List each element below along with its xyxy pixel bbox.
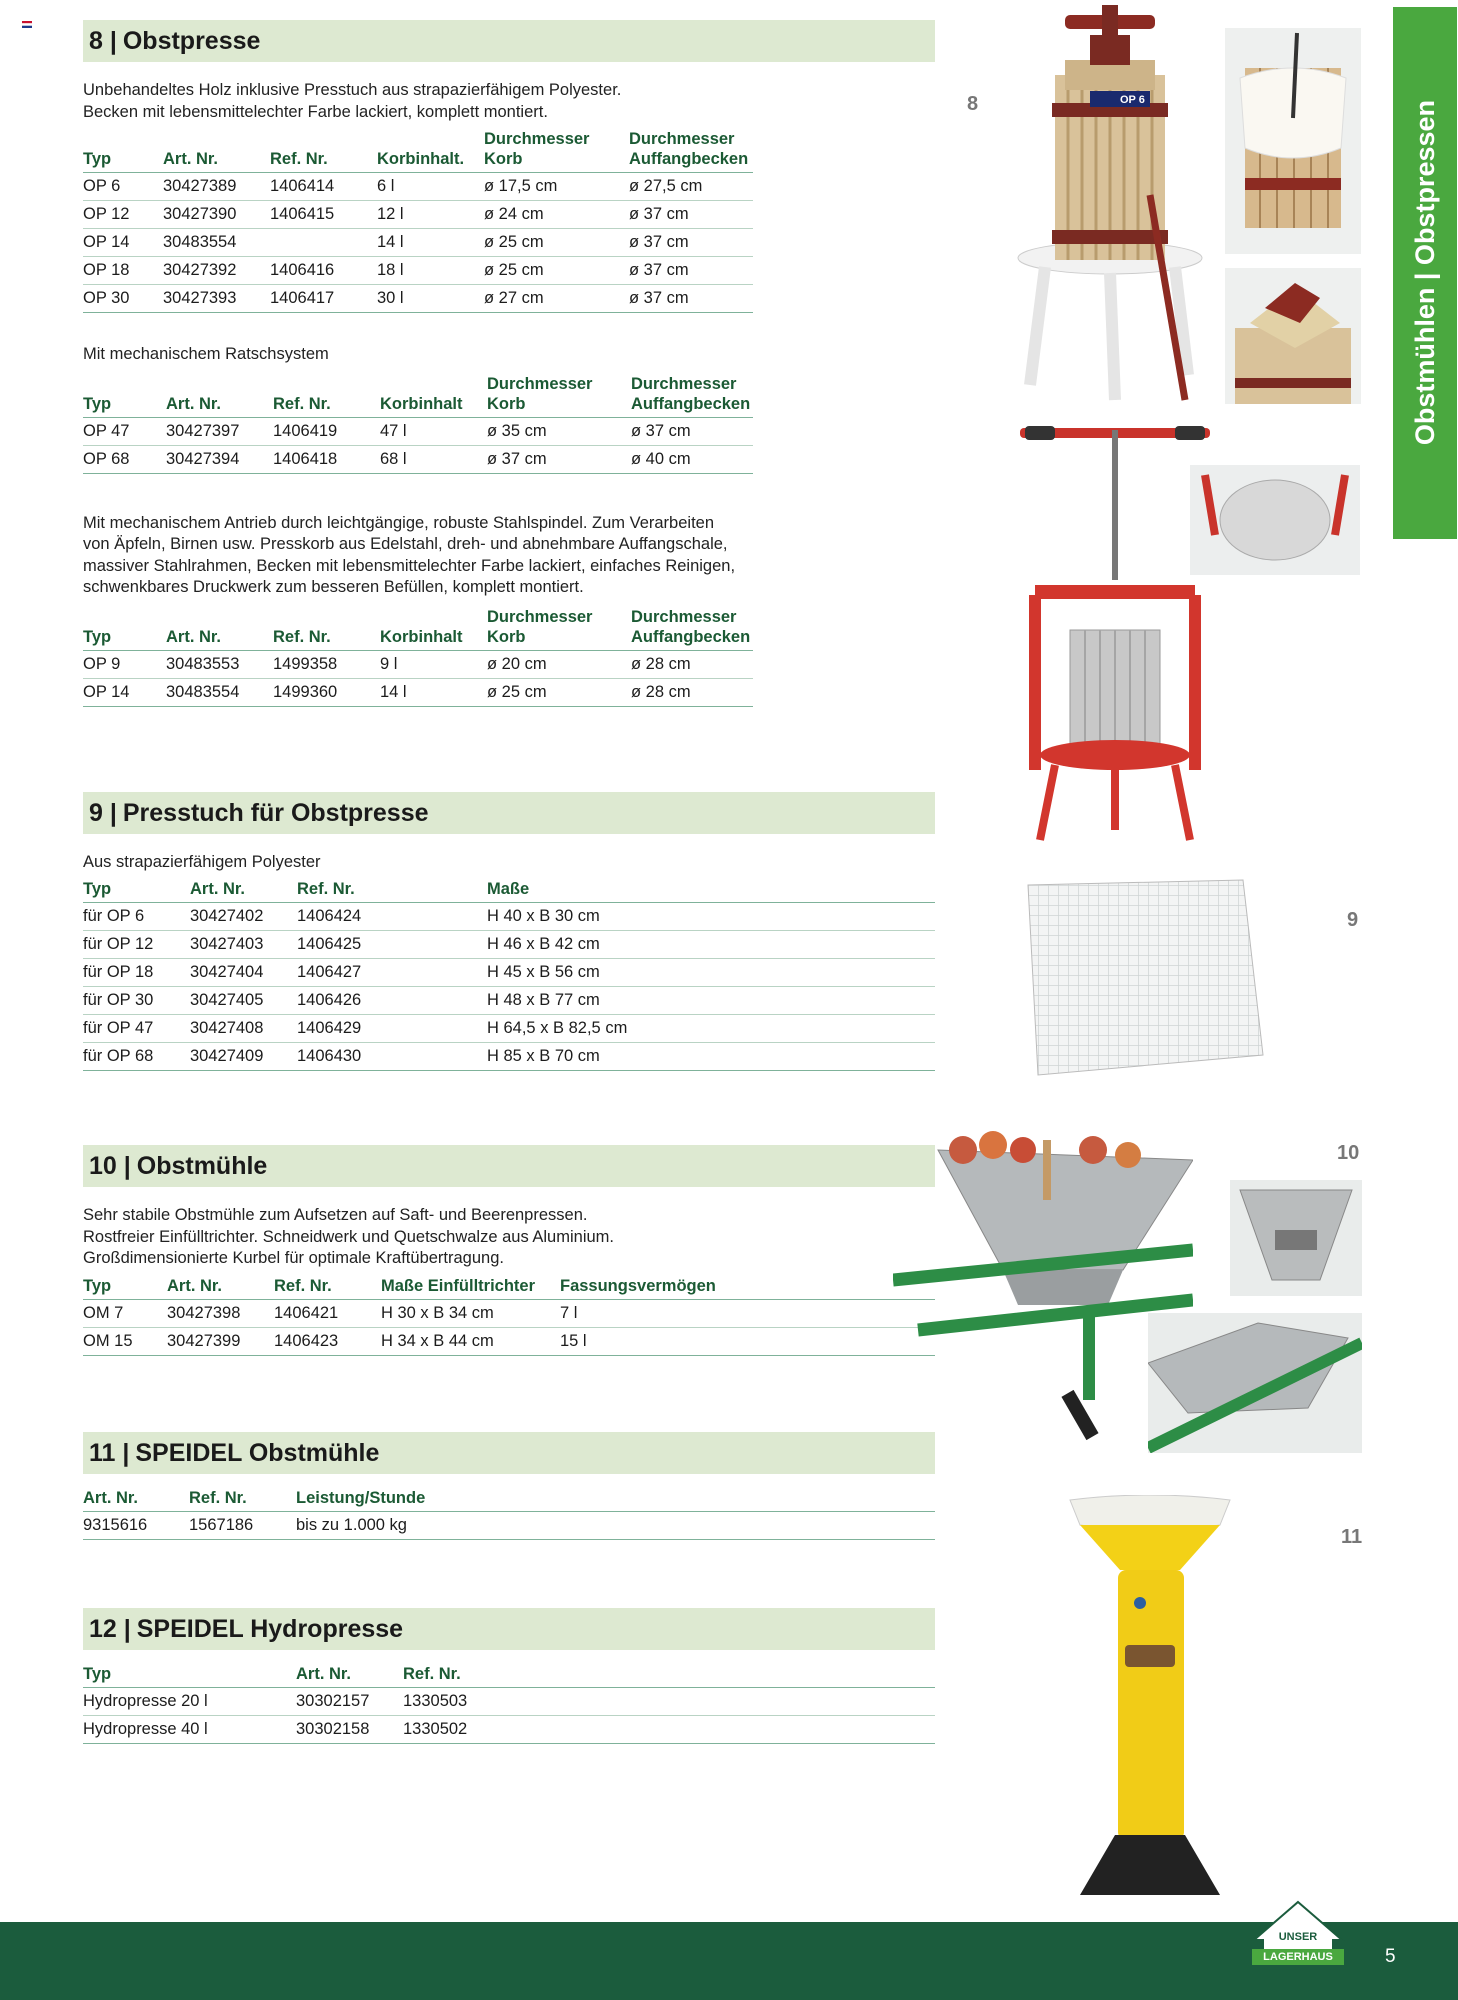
table-row — [83, 417, 753, 445]
table-cell: 30427389 — [163, 173, 270, 201]
section-title: Obstpresse — [122, 26, 261, 55]
table-cell: 1330503 — [403, 1688, 935, 1716]
table-cell: OP 47 — [83, 417, 166, 445]
image-number-9: 9 — [1347, 909, 1359, 931]
column-header: Ref. Nr. — [273, 607, 380, 651]
section-title: Presstuch für Obstpresse — [122, 798, 429, 827]
table-cell: H 48 x B 77 cm — [487, 986, 935, 1014]
table-row — [83, 445, 753, 473]
table-cell: 30 l — [377, 285, 484, 313]
table-cell: 14 l — [377, 229, 484, 257]
table-row — [83, 1042, 935, 1070]
section-11-header — [83, 1432, 935, 1474]
table-cell: H 40 x B 30 cm — [487, 902, 935, 930]
table-cell: 6 l — [377, 173, 484, 201]
table-cell: 30427403 — [190, 930, 297, 958]
table-cell: ø 40 cm — [631, 445, 753, 473]
table-obstmuehle — [83, 1276, 935, 1356]
section-number: 9 | — [89, 798, 117, 827]
table-cell: 30427405 — [190, 986, 297, 1014]
table-cell: ø 24 cm — [484, 201, 629, 229]
section-number: 12 | — [89, 1614, 131, 1643]
column-header: Durchmesser Korb — [487, 374, 631, 418]
table-cell: ø 27,5 cm — [629, 173, 753, 201]
barrel-label: OP 6 — [1120, 94, 1145, 106]
description-line: Rostfreier Einfülltrichter. Schneidwerk und Quetschwalze aus Aluminium. — [83, 1227, 614, 1246]
column-header: Typ — [83, 1276, 167, 1300]
table-cell: 15 l — [560, 1327, 935, 1355]
table-cell: 1406415 — [270, 201, 377, 229]
table-cell: 30427394 — [166, 445, 273, 473]
table-cell: für OP 12 — [83, 930, 190, 958]
press-cloth-image — [1018, 875, 1268, 1080]
table-cell: Hydropresse 20 l — [83, 1688, 296, 1716]
column-header: Korbinhalt — [380, 374, 487, 418]
table-cell: 9315616 — [83, 1512, 189, 1540]
table-cell: OP 12 — [83, 201, 163, 229]
table-cell: 1406416 — [270, 257, 377, 285]
table-cell: 30427390 — [163, 201, 270, 229]
table-cell: ø 25 cm — [484, 257, 629, 285]
column-header: Art. Nr. — [190, 879, 297, 903]
table-cell: 12 l — [377, 201, 484, 229]
table-cell: 1406429 — [297, 1014, 487, 1042]
table-row — [83, 285, 753, 313]
column-header: Art. Nr. — [83, 1488, 189, 1512]
column-header: Ref. Nr. — [270, 129, 377, 173]
column-header: Art. Nr. — [296, 1664, 403, 1688]
table-cell: ø 37 cm — [629, 229, 753, 257]
table-cell: 30427393 — [163, 285, 270, 313]
table-cell: OP 14 — [83, 678, 166, 706]
table-row — [83, 958, 935, 986]
section-8-obstpresse — [83, 20, 935, 707]
mill-frame-detail-image — [1148, 1313, 1362, 1453]
table-cell: 30427398 — [167, 1299, 274, 1327]
table-cell: für OP 6 — [83, 902, 190, 930]
table-cell: OP 6 — [83, 173, 163, 201]
column-header: Korbinhalt — [380, 607, 487, 651]
column-header: Art. Nr. — [166, 374, 273, 418]
column-header: Art. Nr. — [167, 1276, 274, 1300]
table-cell: OP 9 — [83, 650, 166, 678]
description-line: massiver Stahlrahmen, Becken mit lebensmittelechter Farbe lackiert, einfaches Reinigen, — [83, 556, 736, 575]
table-row — [83, 201, 753, 229]
table-cell: ø 37 cm — [631, 417, 753, 445]
table-cell: H 45 x B 56 cm — [487, 958, 935, 986]
table-cell: 30427402 — [190, 902, 297, 930]
table-cell: ø 37 cm — [487, 445, 631, 473]
section-number: 10 | — [89, 1151, 131, 1180]
table-cell: 1406418 — [273, 445, 380, 473]
mill-funnel-detail-image — [1230, 1180, 1362, 1296]
table-cell: 1406414 — [270, 173, 377, 201]
table-row — [83, 1688, 935, 1716]
logo-text-unser: UNSER — [1278, 1931, 1318, 1943]
section-11-speidel-obstmuehle — [83, 1432, 935, 1540]
table-cell: OP 68 — [83, 445, 166, 473]
section-title: SPEIDEL Hydropresse — [136, 1614, 404, 1643]
table-cell: 30427399 — [167, 1327, 274, 1355]
column-header: Korbinhalt. — [377, 129, 484, 173]
column-header: Typ — [83, 607, 166, 651]
table-op-wood — [83, 129, 753, 313]
logo-text-lagerhaus: LAGERHAUS — [1252, 1949, 1344, 1965]
table-row — [83, 1716, 935, 1744]
image-number-11: 11 — [1341, 1526, 1363, 1548]
column-header: Ref. Nr. — [403, 1664, 935, 1688]
section-9-header — [83, 792, 935, 834]
section-10-header — [83, 1145, 935, 1187]
description-line: Mit mechanischem Antrieb durch leichtgängige, robuste Stahlspindel. Zum Verarbeiten — [83, 513, 715, 532]
table-cell: ø 28 cm — [631, 678, 753, 706]
table-cell: OM 7 — [83, 1299, 167, 1327]
table-cell: 1406424 — [297, 902, 487, 930]
table-cell: ø 17,5 cm — [484, 173, 629, 201]
table-cell: ø 37 cm — [629, 285, 753, 313]
table-cell: ø 25 cm — [484, 229, 629, 257]
table-cell: H 64,5 x B 82,5 cm — [487, 1014, 935, 1042]
section-number: 11 | — [89, 1438, 130, 1467]
table-cell: für OP 30 — [83, 986, 190, 1014]
table-cell: 1406423 — [274, 1327, 381, 1355]
table-row — [83, 173, 753, 201]
table-cell: OP 14 — [83, 229, 163, 257]
description-line: Unbehandeltes Holz inklusive Presstuch aus strapazierfähigem Polyester. — [83, 81, 622, 99]
table-cell: H 30 x B 34 cm — [381, 1299, 560, 1327]
table-op-steel — [83, 607, 753, 707]
table-cell: 7 l — [560, 1299, 935, 1327]
table-cell: OP 18 — [83, 257, 163, 285]
column-header: Art. Nr. — [163, 129, 270, 173]
table-cell: ø 37 cm — [629, 257, 753, 285]
column-header: Typ — [83, 879, 190, 903]
press-cloth-detail-image — [1225, 28, 1361, 254]
subheading: Mit mechanischem Ratschsystem — [83, 345, 329, 363]
image-number-8: 8 — [967, 93, 979, 115]
table-cell: 1406417 — [270, 285, 377, 313]
table-cell: ø 20 cm — [487, 650, 631, 678]
column-header: Typ — [83, 129, 163, 173]
table-cell: 30483554 — [163, 229, 270, 257]
table-cell: für OP 47 — [83, 1014, 190, 1042]
table-cell: 1406419 — [273, 417, 380, 445]
column-header: Durchmesser Korb — [487, 607, 631, 651]
table-cell: 30427397 — [166, 417, 273, 445]
table-row — [83, 257, 753, 285]
table-cell: 1406426 — [297, 986, 487, 1014]
steel-press-detail-image — [1190, 465, 1360, 575]
table-cell: ø 35 cm — [487, 417, 631, 445]
description-line: schwenkbares Druckwerk zum besseren Befüllen, komplett montiert. — [83, 578, 584, 596]
wooden-fruit-press-image — [1010, 5, 1210, 405]
table-cell: für OP 68 — [83, 1042, 190, 1070]
section-number: 8 | — [89, 26, 117, 55]
table-cell — [270, 229, 377, 257]
column-header: Ref. Nr. — [189, 1488, 296, 1512]
table-row — [83, 1014, 935, 1042]
table-cell: ø 28 cm — [631, 650, 753, 678]
column-header: Durchmesser Korb — [484, 129, 629, 173]
table-speidel-obstmuehle — [83, 1488, 935, 1540]
table-row — [83, 986, 935, 1014]
table-cell: 30427404 — [190, 958, 297, 986]
side-category-tab — [1393, 7, 1457, 539]
table-hydropresse — [83, 1664, 935, 1744]
flag-icon — [22, 21, 32, 28]
table-cell: OP 30 — [83, 285, 163, 313]
table-op-ratchet — [83, 374, 753, 474]
table-cell: 30302158 — [296, 1716, 403, 1744]
image-number-10: 10 — [1337, 1142, 1360, 1164]
table-cell: ø 37 cm — [629, 201, 753, 229]
description-line: Becken mit lebensmittelechter Farbe lackiert, komplett montiert. — [83, 102, 548, 121]
section-9-presstuch — [83, 792, 935, 1071]
table-cell: ø 25 cm — [487, 678, 631, 706]
table-cell: 1499358 — [273, 650, 380, 678]
table-cell: 1499360 — [273, 678, 380, 706]
speidel-mill-image — [1060, 1495, 1240, 1915]
table-presstuch — [83, 879, 935, 1071]
description-line: Großdimensionierte Kurbel für optimale Kraftübertragung. — [83, 1249, 504, 1267]
table-cell: 14 l — [380, 678, 487, 706]
table-cell: 30302157 — [296, 1688, 403, 1716]
column-header: Maße — [487, 879, 935, 903]
table-row — [83, 1299, 935, 1327]
table-cell: für OP 18 — [83, 958, 190, 986]
table-cell: bis zu 1.000 kg — [296, 1512, 935, 1540]
footer-bar — [0, 1922, 1458, 2000]
table-cell: 1406425 — [297, 930, 487, 958]
table-cell: 1567186 — [189, 1512, 296, 1540]
table-row — [83, 902, 935, 930]
section-title: Obstmühle — [136, 1151, 268, 1180]
description-line: von Äpfeln, Birnen usw. Presskorb aus Edelstahl, dreh- und abnehmbare Auffangschale, — [83, 535, 728, 553]
table-cell: Hydropresse 40 l — [83, 1716, 296, 1744]
table-cell: 30483553 — [166, 650, 273, 678]
ratchet-detail-image — [1225, 268, 1361, 404]
page-number: 5 — [1385, 1946, 1396, 1967]
table-cell: 9 l — [380, 650, 487, 678]
table-cell: 30427409 — [190, 1042, 297, 1070]
description-line: Sehr stabile Obstmühle zum Aufsetzen auf Saft- und Beerenpressen. — [83, 1206, 588, 1224]
column-header: Art. Nr. — [166, 607, 273, 651]
section-8-header — [83, 20, 935, 62]
table-cell: 18 l — [377, 257, 484, 285]
table-row — [83, 930, 935, 958]
table-row — [83, 1327, 935, 1355]
section-12-speidel-hydropresse — [83, 1608, 935, 1744]
table-cell: 1406427 — [297, 958, 487, 986]
column-header: Typ — [83, 374, 166, 418]
section-12-header — [83, 1608, 935, 1650]
section-10-obstmuehle — [83, 1145, 935, 1356]
table-row — [83, 229, 753, 257]
table-cell: H 85 x B 70 cm — [487, 1042, 935, 1070]
table-row — [83, 678, 753, 706]
table-row — [83, 1512, 935, 1540]
table-cell: 68 l — [380, 445, 487, 473]
table-cell: 1406421 — [274, 1299, 381, 1327]
table-cell: 30427392 — [163, 257, 270, 285]
table-cell: ø 27 cm — [484, 285, 629, 313]
table-cell: OM 15 — [83, 1327, 167, 1355]
column-header: Leistung/Stunde — [296, 1488, 935, 1512]
section-title: SPEIDEL Obstmühle — [135, 1438, 380, 1467]
column-header: Ref. Nr. — [273, 374, 380, 418]
column-header: Fassungsvermögen — [560, 1276, 935, 1300]
side-category-label: Obstmühlen | Obstpressen — [1409, 100, 1440, 446]
table-cell: 30483554 — [166, 678, 273, 706]
table-cell: 47 l — [380, 417, 487, 445]
table-cell: 1330502 — [403, 1716, 935, 1744]
steel-fruit-press-image — [1015, 420, 1215, 850]
column-header: Durchmesser Auffangbecken — [631, 607, 753, 651]
column-header: Durchmesser Auffangbecken — [629, 129, 753, 173]
column-header: Ref. Nr. — [274, 1276, 381, 1300]
table-cell: H 46 x B 42 cm — [487, 930, 935, 958]
table-cell: H 34 x B 44 cm — [381, 1327, 560, 1355]
column-header: Ref. Nr. — [297, 879, 487, 903]
column-header: Maße Einfülltrichter — [381, 1276, 560, 1300]
table-row — [83, 650, 753, 678]
column-header: Durchmesser Auffangbecken — [631, 374, 753, 418]
table-cell: 1406430 — [297, 1042, 487, 1070]
table-cell: 30427408 — [190, 1014, 297, 1042]
description-line: Aus strapazierfähigem Polyester — [83, 853, 321, 871]
column-header: Typ — [83, 1664, 296, 1688]
